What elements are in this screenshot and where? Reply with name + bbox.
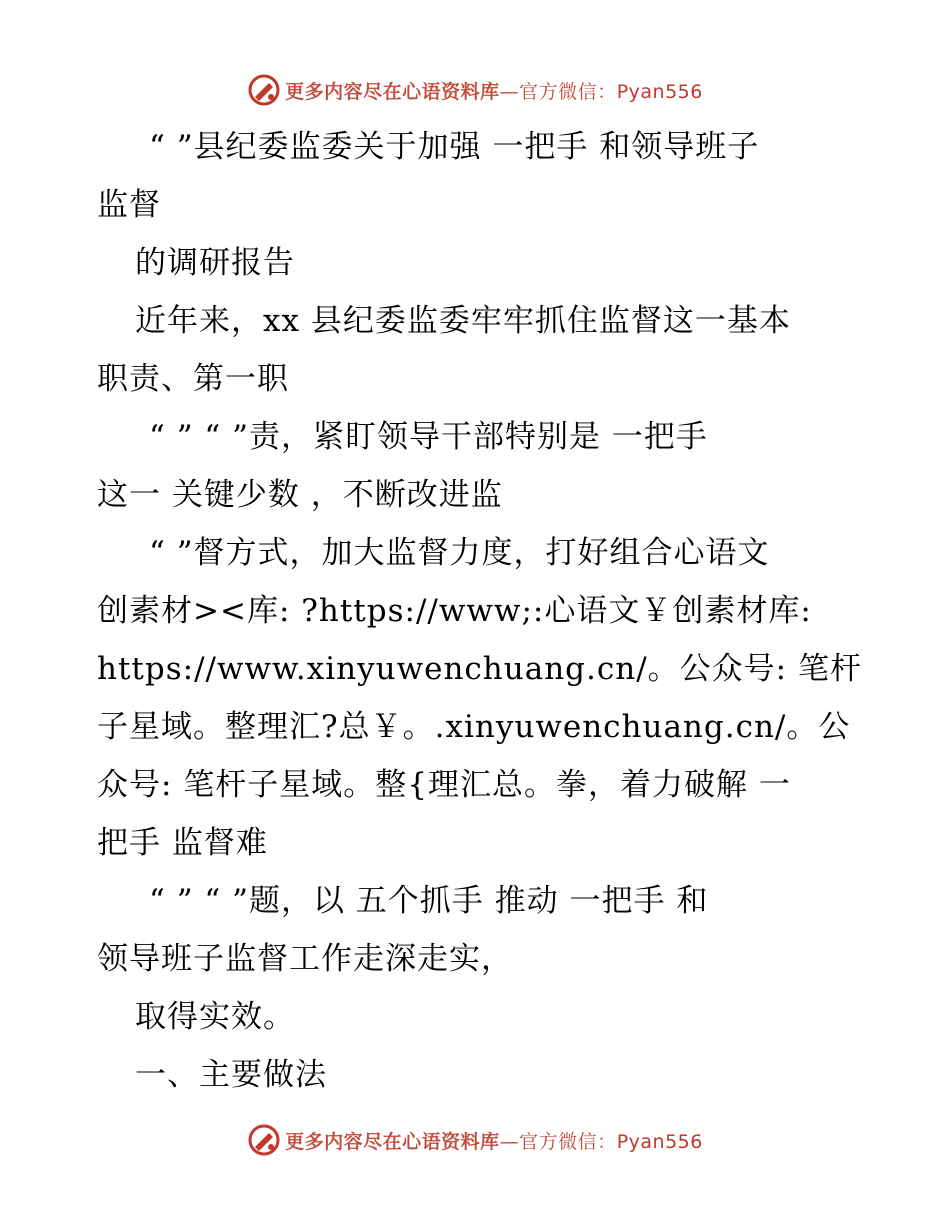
header-dash: —: [499, 80, 520, 103]
footer-banner: [0, 1120, 950, 1160]
doc-line: https://www.xinyuwenchuang.cn/。公众号: 笔杆: [97, 651, 862, 687]
doc-line: 一、主要做法: [135, 1057, 327, 1093]
doc-line: “ ”县纪委监委关于加强 一把手 和领导班子: [149, 129, 760, 165]
doc-line: 众号: 笔杆子星域。整{理汇总。拳，着力破解 一: [97, 767, 791, 803]
doc-line: 领导班子监督工作走深走实，: [97, 941, 513, 977]
doc-line: 子星域。整理汇?总￥。.xinyuwenchuang.cn/。公: [97, 709, 851, 745]
doc-line: 的调研报告: [135, 245, 295, 281]
header-banner: [0, 70, 950, 110]
header-middle: 官方微信：: [519, 80, 617, 103]
doc-line: “ ” “ ”题，以 五个抓手 推动 一把手 和: [149, 883, 709, 919]
doc-line: 创素材><库: ?https://www;:心语文￥创素材库:: [97, 593, 812, 629]
document-body: [97, 118, 862, 1104]
doc-line: “ ” “ ”责，紧盯领导干部特别是 一把手: [149, 419, 708, 455]
doc-line: 职责、第一职: [97, 361, 289, 397]
header-id: Pyan556: [616, 80, 703, 103]
header-banner-text: [285, 77, 703, 104]
doc-line: 把手 监督难: [97, 825, 268, 861]
footer-dash: —: [499, 1130, 520, 1153]
doc-line: 取得实效。: [135, 999, 295, 1035]
footer-id: Pyan556: [616, 1130, 703, 1153]
doc-line: 近年来，xx 县纪委监委牢牢抓住监督这一基本: [135, 303, 791, 339]
footer-prefix: 更多内容尽在心语资料库: [285, 1130, 500, 1153]
footer-middle: 官方微信：: [519, 1130, 617, 1153]
footer-banner-text: [285, 1127, 703, 1154]
doc-line: “ ”督方式，加大监督力度，打好组合心语文: [149, 535, 770, 571]
pen-seal-icon: [247, 1123, 281, 1157]
header-prefix: 更多内容尽在心语资料库: [285, 80, 500, 103]
pen-seal-icon: [247, 73, 281, 107]
doc-line: 监督: [97, 187, 161, 223]
doc-line: 这一 关键少数 ，不断改进监: [97, 477, 503, 513]
